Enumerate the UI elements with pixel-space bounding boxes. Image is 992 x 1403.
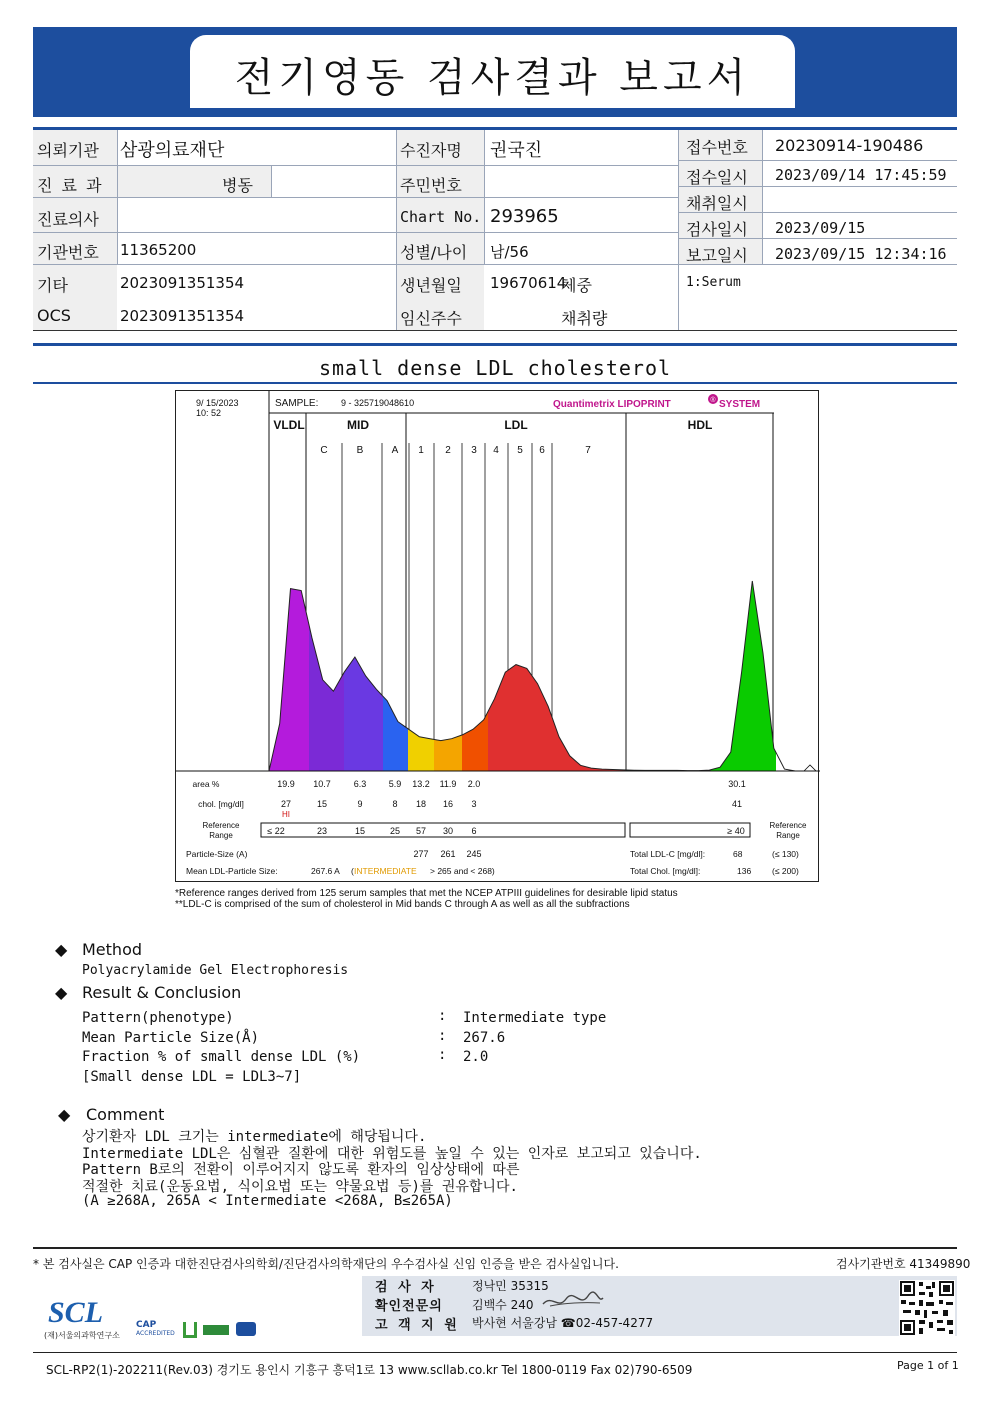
- band-label-3: 1: [418, 445, 424, 456]
- comment-line-1: 상기환자 LDL 크기는 intermediate에 해당됩니다.: [82, 1129, 427, 1145]
- label-report-time: 보고일시: [686, 246, 748, 265]
- group-label-3: HDL: [687, 418, 713, 432]
- chol-value-4: 18: [415, 799, 427, 809]
- footnote-1: *Reference ranges derived from 125 serum samples that met the NCEP ATPIII guidelines for desirable lipid status: [175, 888, 678, 899]
- accreditation-logo-2: [203, 1325, 229, 1335]
- footer-form-code: SCL-RP2(1)-202211(Rev.03) 경기도 용인시 기흥구 흥덕1로 13 www.scllab.co.kr Tel 1800-0119 Fax 02)790-6509: [46, 1363, 693, 1377]
- ref-value-2: 15: [354, 826, 366, 836]
- lipoprint-chart: [175, 390, 819, 882]
- scl-logo: SCL: [48, 1296, 104, 1329]
- area-value-4: 13.2: [412, 779, 430, 789]
- particle-size-2: 245: [466, 849, 482, 859]
- profile-fill-1: [309, 413, 344, 771]
- particle-size-label: Particle-Size (A): [186, 849, 248, 859]
- result-label-fraction: Fraction % of small dense LDL (%): [82, 1049, 361, 1065]
- page-title: 전기영동 검사결과 보고서: [234, 55, 751, 101]
- band-label-5: 3: [471, 445, 477, 456]
- comment-line-2: Intermediate LDL은 심혈관 질환에 대한 위험도를 높일 수 있는 인자로 보고되고 있습니다.: [82, 1146, 702, 1162]
- value-chart-no: 293965: [490, 206, 559, 227]
- ref-value-1: 23: [316, 826, 328, 836]
- label-ocs: OCS: [37, 306, 71, 325]
- ref-value-0: ≤ 22: [267, 826, 285, 836]
- mean-size-range: > 265 and < 268): [430, 866, 495, 876]
- footer-lab-number: 검사기관번호 41349890: [836, 1257, 971, 1271]
- ref-value-3: 25: [389, 826, 401, 836]
- chol-value-7: 41: [731, 799, 743, 809]
- profile-fill-5: [434, 413, 462, 771]
- result-colon-3: :: [438, 1047, 447, 1063]
- label-chart-no: Chart No.: [400, 208, 482, 226]
- group-label-0: VLDL: [273, 418, 305, 432]
- chol-value-2: 9: [357, 799, 363, 809]
- hdl-ref-value: ≥ 40: [727, 826, 745, 836]
- band-label-4: 2: [445, 445, 451, 456]
- chart-time: 10: 52: [196, 408, 222, 418]
- comment-line-3: Pattern B로의 전환이 이루어지지 않도록 환자의 임상상태에 따른: [82, 1162, 520, 1178]
- page-number: Page 1 of 1: [897, 1359, 959, 1372]
- method-text: Polyacrylamide Gel Electrophoresis: [82, 963, 349, 978]
- result-label-size: Mean Particle Size(Å): [82, 1030, 260, 1046]
- profile-fill-0: [269, 413, 309, 771]
- band-label-6: 4: [493, 445, 499, 456]
- label-resident-no: 주민번호: [400, 176, 462, 195]
- ref-value-5: 30: [442, 826, 454, 836]
- brand-mark-label: ®: [710, 397, 716, 404]
- label-collection-volume: 채취량: [561, 309, 608, 328]
- result-value-pattern: Intermediate type: [463, 1010, 607, 1026]
- total-ldl-ref: (≤ 130): [772, 849, 799, 859]
- area-label: area %: [192, 779, 220, 789]
- label-receipt-no: 접수번호: [686, 138, 748, 157]
- high-flag: HI: [282, 810, 290, 819]
- result-value-size: 267.6: [463, 1030, 506, 1046]
- label-sex-age: 성별/나이: [400, 243, 468, 262]
- value-specimen: 1:Serum: [686, 275, 741, 290]
- group-label-1: MID: [347, 418, 369, 432]
- support-label: 고 객 지 원: [375, 1318, 460, 1333]
- chart-footnotes: [175, 888, 678, 910]
- label-doctor: 진료의사: [37, 210, 99, 229]
- value-department: 병동: [222, 176, 253, 195]
- info-bottom-line: [33, 330, 957, 331]
- signature-image: [540, 1290, 606, 1312]
- chol-value-1: 15: [316, 799, 328, 809]
- inspector-label: 검 사 자: [375, 1280, 437, 1295]
- chart-date: 9/ 15/2023: [196, 398, 239, 408]
- profile-fill-2: [344, 413, 383, 771]
- group-label-2: LDL: [504, 418, 528, 432]
- label-pregnancy-weeks: 임신주수: [400, 309, 462, 328]
- label-patient-name: 수진자명: [400, 141, 462, 160]
- total-chol-ref: (≤ 200): [772, 866, 799, 876]
- total-chol-value: 136: [737, 866, 752, 876]
- band-label-8: 6: [539, 445, 545, 456]
- band-label-7: 5: [517, 445, 523, 456]
- chol-label: chol. [mg/dl]: [198, 799, 244, 809]
- result-title: Result & Conclusion: [82, 983, 242, 1002]
- method-bullet-icon: ◆: [55, 940, 68, 959]
- band-label-2: A: [391, 445, 399, 456]
- value-sex-age: 남/56: [490, 243, 529, 261]
- total-chol-label: Total Chol. [mg/dl]:: [630, 866, 701, 876]
- profile-fill-7: [488, 413, 626, 771]
- value-org-no: 11365200: [120, 241, 197, 259]
- chol-value-0: 27: [280, 799, 292, 809]
- band-label-1: B: [356, 445, 364, 456]
- footnote-2: **LDL-C is comprised of the sum of cholesterol in Mid bands C through A as well as all the subfractions: [175, 899, 630, 910]
- scl-logo-subtitle: (재)서울의과학연구소: [44, 1331, 120, 1340]
- section-bottom-rule: [33, 382, 957, 384]
- info-top-rule: [33, 127, 957, 130]
- area-value-5: 11.9: [439, 779, 457, 789]
- specialist-value: 김백수 240: [472, 1298, 534, 1312]
- ref-label-right-line1: Reference: [769, 821, 807, 830]
- label-test-time: 검사일시: [686, 220, 748, 239]
- ref-value-4: 57: [415, 826, 427, 836]
- particle-size-1: 261: [440, 849, 456, 859]
- value-report-time: 2023/09/15 12:34:16: [775, 245, 947, 263]
- comment-line-4: 적절한 치료(운동요법, 식이요법 또는 약물요법 등)를 권유합니다.: [82, 1179, 518, 1195]
- result-label-pattern: Pattern(phenotype): [82, 1010, 234, 1026]
- area-value-2: 6.3: [353, 779, 367, 789]
- area-value-3: 5.9: [388, 779, 402, 789]
- end-marker-icon: [804, 765, 816, 771]
- value-receipt-no: 20230914-190486: [775, 136, 924, 155]
- area-value-0: 19.9: [277, 779, 295, 789]
- label-birth-date: 생년월일: [400, 276, 462, 295]
- sample-label: SAMPLE:: [275, 398, 319, 409]
- area-value-1: 10.7: [313, 779, 331, 789]
- label-institution: 의뢰기관: [37, 141, 99, 160]
- ref-value-6: 6: [471, 826, 477, 836]
- mean-size-open: (: [351, 866, 354, 876]
- inspector-value: 정낙민 35315: [472, 1279, 549, 1293]
- label-org-no: 기관번호: [37, 243, 99, 262]
- label-etc: 기타: [37, 276, 68, 295]
- comment-bullet-icon: ◆: [58, 1105, 71, 1124]
- value-test-time: 2023/09/15: [775, 219, 866, 237]
- value-patient-name: 권국진: [490, 140, 543, 161]
- method-title: Method: [82, 940, 143, 959]
- result-colon-1: :: [438, 1008, 447, 1024]
- comment-title: Comment: [86, 1105, 165, 1124]
- section-top-rule: [33, 343, 957, 346]
- result-value-fraction: 2.0: [463, 1049, 489, 1065]
- qr-code-icon: [899, 1280, 955, 1336]
- label-department: 진 료 과: [37, 176, 104, 195]
- section-title: small dense LDL cholesterol: [318, 356, 672, 380]
- brand-name: Quantimetrix LIPOPRINT: [553, 399, 671, 410]
- chol-value-6: 3: [471, 799, 477, 809]
- value-etc: 2023091351354: [120, 274, 245, 292]
- brand-suffix: SYSTEM: [719, 399, 761, 410]
- mean-size-value: 267.6 A: [311, 866, 340, 876]
- cap-logo-subtitle: ACCREDITED: [136, 1330, 175, 1337]
- label-weight: 체중: [561, 276, 592, 295]
- sample-value: 9 - 325719048610: [341, 398, 415, 408]
- value-receipt-time: 2023/09/14 17:45:59: [775, 166, 947, 184]
- value-birth-date: 19670614: [490, 274, 567, 292]
- result-note: [Small dense LDL = LDL3~7]: [82, 1069, 302, 1085]
- total-ldl-value: 68: [733, 849, 743, 859]
- chart-svg: [176, 391, 820, 883]
- accreditation-logo-1: [183, 1322, 197, 1338]
- specialist-label: 확인전문의: [375, 1299, 443, 1314]
- particle-size-0: 277: [413, 849, 429, 859]
- ref-label-line2: Range: [209, 831, 233, 840]
- area-value-6: 2.0: [467, 779, 481, 789]
- result-bullet-icon: ◆: [55, 983, 68, 1002]
- profile-fill-6: [462, 413, 488, 771]
- value-ocs: 2023091351354: [120, 307, 245, 325]
- band-label-9: 7: [585, 445, 591, 456]
- ref-label-line1: Reference: [202, 821, 240, 830]
- chol-value-5: 16: [442, 799, 454, 809]
- result-colon-2: :: [438, 1028, 447, 1044]
- area-value-7: 30.1: [728, 779, 746, 789]
- comment-line-5: (A ≥268A, 265A < Intermediate <268A, B≤265A): [82, 1193, 453, 1209]
- band-label-0: C: [320, 445, 328, 456]
- support-value: 박사현 서울강남 ☎02-457-4277: [472, 1316, 654, 1330]
- profile-fill-4: [408, 413, 434, 771]
- label-collection-time: 채취일시: [686, 194, 748, 213]
- label-receipt-time: 접수일시: [686, 168, 748, 187]
- accreditation-logo-3: [236, 1322, 256, 1336]
- cap-logo: CAP: [136, 1320, 157, 1330]
- mean-size-label: Mean LDL-Particle Size:: [186, 866, 278, 876]
- chol-value-3: 8: [392, 799, 398, 809]
- footer-bottom-rule: [33, 1352, 957, 1353]
- footer-certification: * 본 검사실은 CAP 인증과 대한진단검사의학회/진단검사의학재단의 우수검사실 신임 인증을 받은 검사실입니다.: [33, 1257, 619, 1271]
- total-ldl-label: Total LDL-C [mg/dl]:: [630, 849, 706, 859]
- ref-label-right-line2: Range: [776, 831, 800, 840]
- mean-size-class: INTERMEDIATE: [354, 866, 417, 876]
- footer-rule: [33, 1247, 957, 1249]
- value-institution: 삼광의료재단: [120, 140, 225, 161]
